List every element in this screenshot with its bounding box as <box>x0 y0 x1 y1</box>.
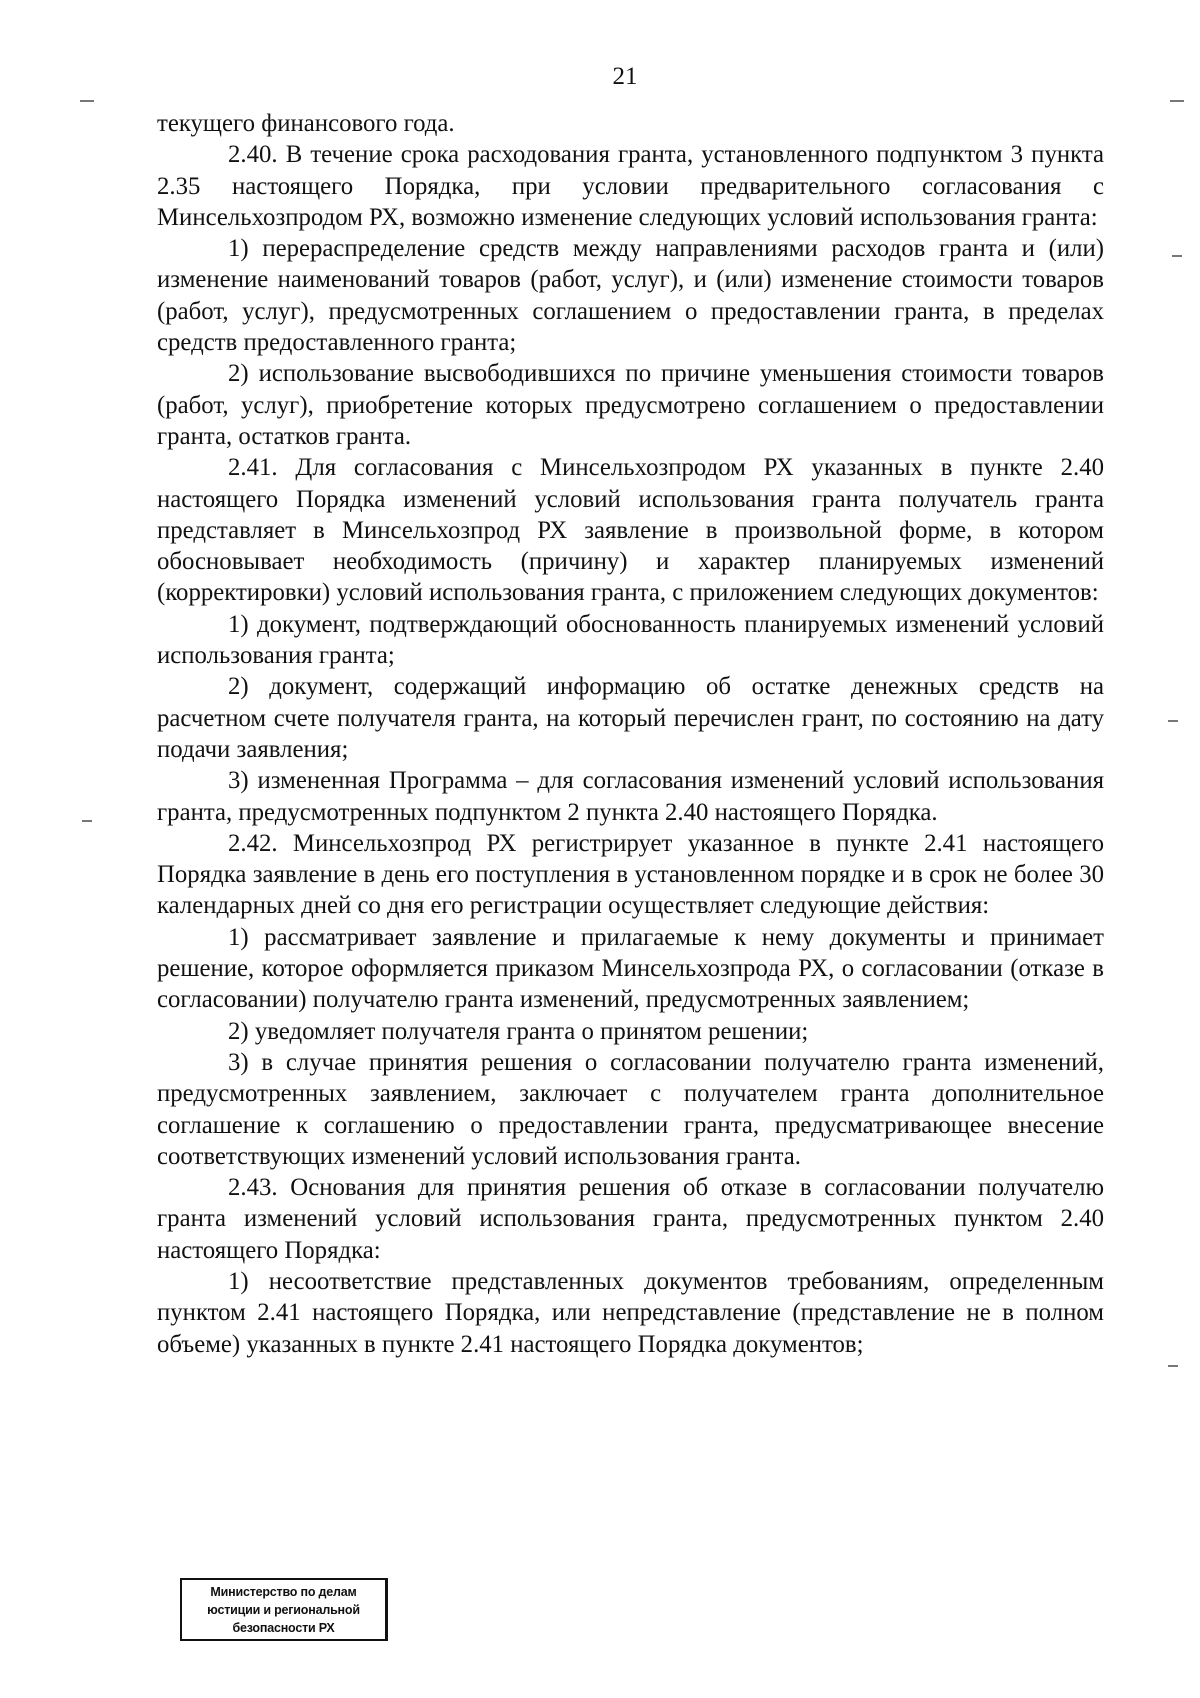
page-number: 21 <box>612 63 638 90</box>
paragraph-2-40-item-1: 1) перераспределение средств между направлениями расходов гранта и (или) изменение наименований товаров (работ, услуг), и (или) изменение стоимости товаров (работ, услуг), предусмотренных соглашением о предоставлении гранта, в пределах средств предоставленного гранта; <box>157 235 1104 357</box>
paragraph-2-42-item-3: 3) в случае принятия решения о согласовании получателю гранта изменений, предусмотренных заявлением, заключает с получателем гранта дополнительное соглашение к соглашению о предоставлении гранта, предусматривающее внесение соответствующих изменений условий использования гранта. <box>157 1048 1104 1170</box>
paragraph-2-40: 2.40. В течение срока расходования гранта, установленного подпунктом 3 пункта 2.35 настоящего Порядка, при условии предварительного согласования с Минсельхозпродом РХ, возможно изменение следующих условий использования гранта: <box>157 141 1104 231</box>
document-body <box>157 108 1104 1360</box>
scan-speck <box>1168 1365 1178 1367</box>
paragraph-continuation: текущего финансового года. <box>157 110 455 137</box>
paragraph-2-42-item-1: 1) рассматривает заявление и прилагаемые к нему документы и принимает решение, которое оформляется приказом Минсельхозпрода РХ, о согласовании (отказе в согласовании) получателю гранта изменений, предусмотренных заявлением; <box>157 923 1104 1014</box>
scan-speck <box>1168 720 1178 722</box>
ministry-stamp <box>180 1578 388 1641</box>
paragraph-2-43-item-1: 1) несоответствие представленных документов требованиям, определенным пунктом 2.41 настоящего Порядка, или непредставление (представление не в полном объеме) указанных в пункте 2.41 настоящего Порядка документов; <box>157 1267 1104 1358</box>
paragraph-2-41-item-3: 3) измененная Программа – для согласования изменений условий использования гранта, предусмотренных подпунктом 2 пункта 2.40 настоящего Порядка. <box>157 767 1104 826</box>
paragraph-2-43: 2.43. Основания для принятия решения об отказе в согласовании получателю гранта изменений условий использования гранта, предусмотренных пунктом 2.40 настоящего Порядка: <box>157 1174 1104 1264</box>
paragraph-2-42: 2.42. Минсельхозпрод РХ регистрирует указанное в пункте 2.41 настоящего Порядка заявление в день его поступления в установленном порядке и в срок не более 30 календарных дней со дня его регистрации осуществляет следующие действия: <box>157 829 1104 920</box>
paragraph-2-41: 2.41. Для согласования с Минсельхозпродом РХ указанных в пункте 2.40 настоящего Порядка изменений условий использования гранта получатель гранта представляет в Минсельхозпрод РХ заявление в произвольной форме, в котором обосновывает необходимость (причину) и характер планируемых изменений (корректировки) условий использования гранта, с приложением следующих документов: <box>157 454 1104 607</box>
stamp-line: безопасности РХ <box>232 1621 335 1635</box>
scan-speck <box>82 820 92 822</box>
paragraph-2-41-item-2: 2) документ, содержащий информацию об остатке денежных средств на расчетном счете получателя гранта, на который перечислен грант, по состоянию на дату подачи заявления; <box>157 673 1104 763</box>
scan-speck <box>1170 100 1184 102</box>
stamp-line: юстиции и региональной <box>207 1603 360 1617</box>
paragraph-2-42-item-2: 2) уведомляет получателя гранта о принятом решении; <box>228 1017 809 1045</box>
scan-speck <box>1172 255 1182 257</box>
paragraph-2-40-item-2: 2) использование высвободившихся по причине уменьшения стоимости товаров (работ, услуг), приобретение которых предусмотрено соглашением о предоставлении гранта, остатков гранта. <box>157 360 1104 450</box>
stamp-line: Министерство по делам <box>210 1585 357 1599</box>
scan-speck <box>80 100 94 102</box>
paragraph-2-41-item-1: 1) документ, подтверждающий обоснованность планируемых изменений условий использования гранта; <box>157 610 1104 670</box>
